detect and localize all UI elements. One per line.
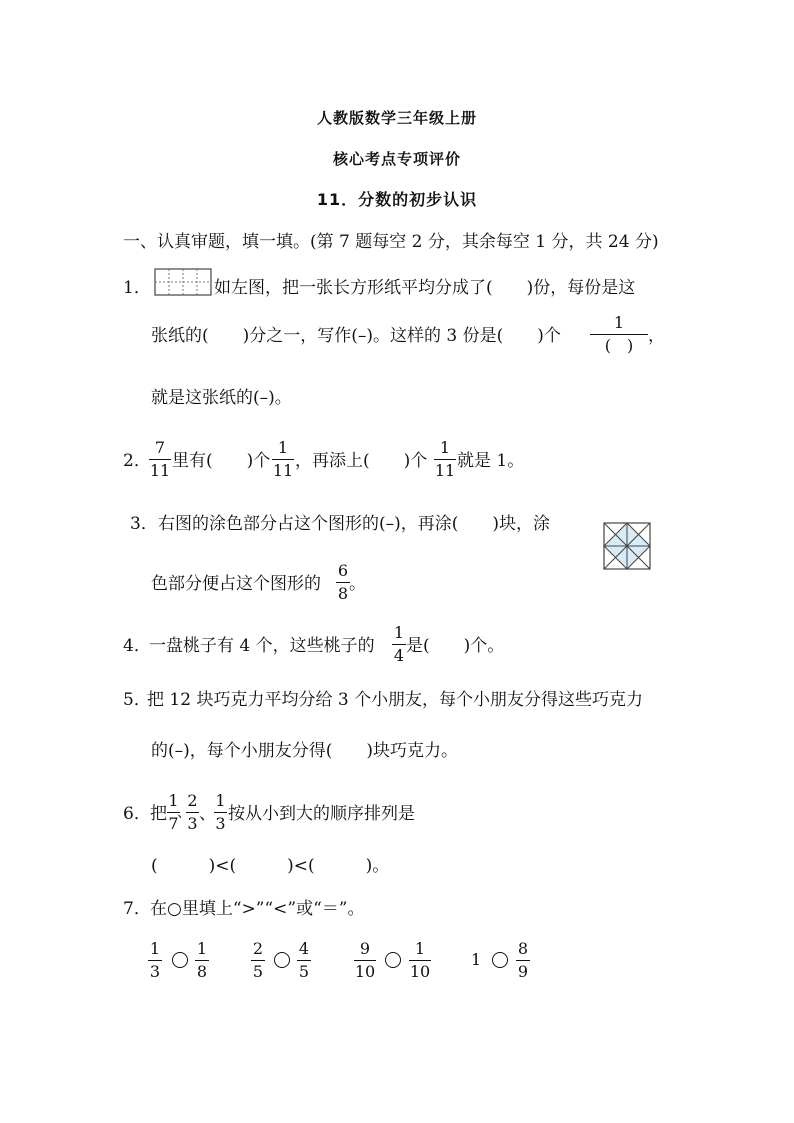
shaded-square-figure <box>603 522 651 570</box>
document-title: 人教版数学三年级上册 <box>316 109 477 127</box>
fraction-denominator: 5 <box>252 962 264 981</box>
q7-pair2-right <box>297 941 311 980</box>
fraction-denominator: 4 <box>393 646 405 665</box>
fraction-denominator: 3 <box>187 814 198 833</box>
fraction-denominator: 3 <box>149 962 161 981</box>
q6-number: 6． <box>123 804 151 824</box>
fraction-numerator: 1 <box>277 438 289 457</box>
fraction-bar <box>251 960 265 961</box>
q5-number: 5． <box>123 690 151 710</box>
part-heading: 一、认真审题，填一填。(第 7 题每空 2 分，其余每空 1 分，共 24 分) <box>123 232 659 252</box>
q6-separator-1: 、 <box>177 805 191 821</box>
fraction-bar <box>186 812 199 813</box>
fraction-bar <box>297 960 311 961</box>
q2-fraction-2 <box>272 440 294 479</box>
q3-line2: 色部分便占这个图形的 <box>151 574 321 594</box>
q6-line2: ( )<( )<( )。 <box>151 856 390 876</box>
fraction-numerator: 1 <box>196 939 208 958</box>
compare-circle-3[interactable] <box>385 952 401 968</box>
compare-circle-1[interactable] <box>172 952 188 968</box>
fraction-bar <box>590 334 648 335</box>
q2-fraction-1 <box>149 440 171 479</box>
fraction-denominator: 10 <box>409 962 431 981</box>
q6-separator-2: 、 <box>199 804 216 824</box>
fraction-denominator: 5 <box>298 962 310 981</box>
fraction-bar <box>214 812 227 813</box>
fraction-denominator: 9 <box>517 962 529 981</box>
document-subtitle: 核心考点专项评价 <box>332 150 461 168</box>
fraction-numerator: 9 <box>359 939 371 958</box>
q1-line3: 就是这张纸的(–)。 <box>151 388 292 408</box>
q7-text: 在○里填上“>”“<”或“＝”。 <box>150 899 365 919</box>
q3-fraction <box>336 563 350 602</box>
q3-number: 3． <box>130 514 158 534</box>
q6-fraction-3 <box>214 793 227 832</box>
q7-pair1-right <box>195 941 209 980</box>
fraction-numerator: 1 <box>393 623 405 642</box>
fraction-numerator: 1 <box>215 791 226 810</box>
q2-fraction-3 <box>434 440 456 479</box>
q7-pair1-left <box>148 941 162 980</box>
fraction-numerator: 1 <box>439 438 451 457</box>
fraction-bar <box>195 960 209 961</box>
compare-circle-2[interactable] <box>274 952 290 968</box>
fraction-denominator: 8 <box>337 584 349 603</box>
q7-pair3-right <box>409 941 431 980</box>
fraction-numerator: 7 <box>154 438 166 457</box>
fraction-numerator: 2 <box>187 791 198 810</box>
fraction-numerator: 1 <box>414 939 426 958</box>
fraction-numerator: 1 <box>149 939 161 958</box>
q6-text-1: 把 <box>150 804 167 824</box>
fraction-numerator: 6 <box>337 561 349 580</box>
fraction-denominator: ( ) <box>604 336 634 355</box>
q4-fraction <box>392 625 406 664</box>
fraction-denominator: 11 <box>272 461 294 480</box>
fraction-denominator: 11 <box>434 461 456 480</box>
q6-text-2: 按从小到大的顺序排列是 <box>228 804 415 824</box>
fraction-numerator: 8 <box>517 939 529 958</box>
q6-fraction-2 <box>186 793 199 832</box>
q3-end: 。 <box>349 574 366 594</box>
fraction-bar <box>434 459 456 460</box>
q1-line2: 张纸的( )分之一，写作(–)。这样的 3 份是( )个 <box>151 326 561 346</box>
fraction-bar <box>149 459 171 460</box>
q2-text-3: 就是 1。 <box>457 451 525 471</box>
fraction-bar <box>148 960 162 961</box>
fraction-bar <box>336 582 350 583</box>
q7-pair2-left <box>251 941 265 980</box>
fraction-numerator: 4 <box>298 939 310 958</box>
q1-fraction <box>590 315 648 354</box>
fraction-bar <box>272 459 294 460</box>
fraction-numerator: 1 <box>613 313 625 332</box>
fraction-bar <box>354 960 376 961</box>
q5-line2: 的(–)，每个小朋友分得( )块巧克力。 <box>151 741 459 761</box>
compare-circle-4[interactable] <box>492 952 508 968</box>
q2-number: 2． <box>123 451 151 471</box>
fraction-numerator: 2 <box>252 939 264 958</box>
q5-line1: 把 12 块巧克力平均分给 3 个小朋友，每个小朋友分得这些巧克力 <box>147 690 644 710</box>
fraction-denominator: 11 <box>149 461 171 480</box>
fraction-denominator: 10 <box>354 962 376 981</box>
fraction-denominator: 3 <box>215 814 226 833</box>
q4-number: 4． <box>123 636 151 656</box>
q1-number: 1． <box>123 278 151 298</box>
q7-number: 7． <box>123 899 151 919</box>
q1-comma: ， <box>648 326 665 346</box>
q4-text-1: 一盘桃子有 4 个，这些桃子的 <box>149 636 375 656</box>
fraction-bar <box>409 960 431 961</box>
fraction-bar <box>392 644 406 645</box>
q7-pair4-left: 1 <box>471 950 482 969</box>
q2-text-2: ，再添上( )个 <box>295 451 428 471</box>
q4-text-2: 是( )个。 <box>406 636 505 656</box>
q7-pair4-right <box>516 941 530 980</box>
q7-pair3-left <box>354 941 376 980</box>
section-title: 11．分数的初步认识 <box>316 190 478 209</box>
fraction-denominator: 7 <box>168 814 179 833</box>
fraction-numerator: 1 <box>168 791 179 810</box>
fraction-denominator: 8 <box>196 962 208 981</box>
rectangle-figure <box>154 268 212 296</box>
q2-text-1: 里有( )个 <box>172 451 271 471</box>
q3-line1: 右图的涂色部分占这个图形的(–)，再涂( )块，涂 <box>158 514 551 534</box>
fraction-bar <box>516 960 530 961</box>
q1-line1: 如左图，把一张长方形纸平均分成了( )份，每份是这 <box>214 278 636 298</box>
